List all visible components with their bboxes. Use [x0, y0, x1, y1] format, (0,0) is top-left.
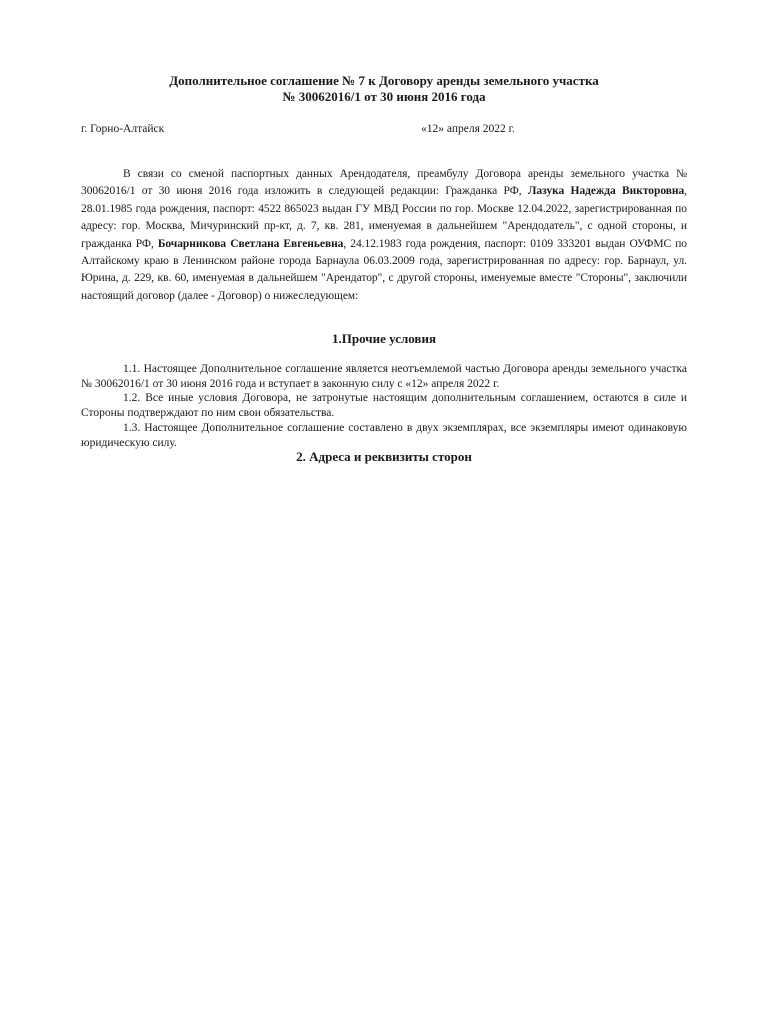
section-1-clauses [81, 362, 687, 450]
place-of-signing: г. Горно-Алтайск [81, 123, 165, 135]
date-of-signing: «12» апреля 2022 г. [421, 123, 515, 135]
tenant-name: Бочарникова Светлана Евгеньевна [157, 237, 344, 250]
clause-1-2: 1.2. Все иные условия Договора, не затронутые настоящим дополнительным соглашением, остаются в силе и Стороны подтверждают по ним свои обязательства. [81, 392, 687, 420]
preamble-text-part2: , 28.01.1985 года рождения, паспорт: 4522 865023 выдан ГУ МВД России по гор. Москве 12.04.2022, зарегистрированная по адресу: гор. Москва, Мичуринский пр-кт, д. 7, кв. 281, именуемая в дальнейшем "Арендодатель", с одной стороны, и гражданка РФ, [81, 185, 687, 250]
clause-1-1: 1.1. Настоящее Дополнительное соглашение является неотъемлемой частью Договора аренды земельного участка № 30062016/1 от 30 июня 2016 года и вступает в законную силу с «12» апреля 2022 г. [81, 363, 687, 390]
document-title-line1: Дополнительное соглашение № 7 к Договору аренды земельного участка [169, 73, 599, 88]
landlord-name: Лазука Надежда Викторовна [527, 185, 685, 198]
preamble-text-part1: В связи со сменой паспортных данных Арендодателя, преамбулу Договора аренды земельного участка № 30062016/1 от 30 июня 2016 года изложить в следующей редакции: Гражданка РФ, [81, 168, 687, 198]
preamble-paragraph [81, 166, 687, 305]
document-title-line2: № 30062016/1 от 30 июня 2016 года [282, 89, 486, 104]
section-1-heading: 1.Прочие условия [332, 331, 436, 346]
preamble-text-part3: , 24.12.1983 года рождения, паспорт: 0109 333201 выдан ОУФМС по Алтайскому краю в Ленинском районе города Барнаула 06.03.2009 года, зарегистрированная по адресу: гор. Барнаул, ул. Юрина, д. 229, кв. 60, именуемая в дальнейшем "Арендатор", с другой стороны, именуемые вместе "Стороны", заключили настоящий договор (далее - Договор) о нижеследующем: [81, 237, 687, 302]
section-2-heading: 2. Адреса и реквизиты сторон [296, 449, 472, 464]
clause-1-3: 1.3. Настоящее Дополнительное соглашение составлено в двух экземплярах, все экземпляры имеют одинаковую юридическую силу. [81, 421, 687, 449]
